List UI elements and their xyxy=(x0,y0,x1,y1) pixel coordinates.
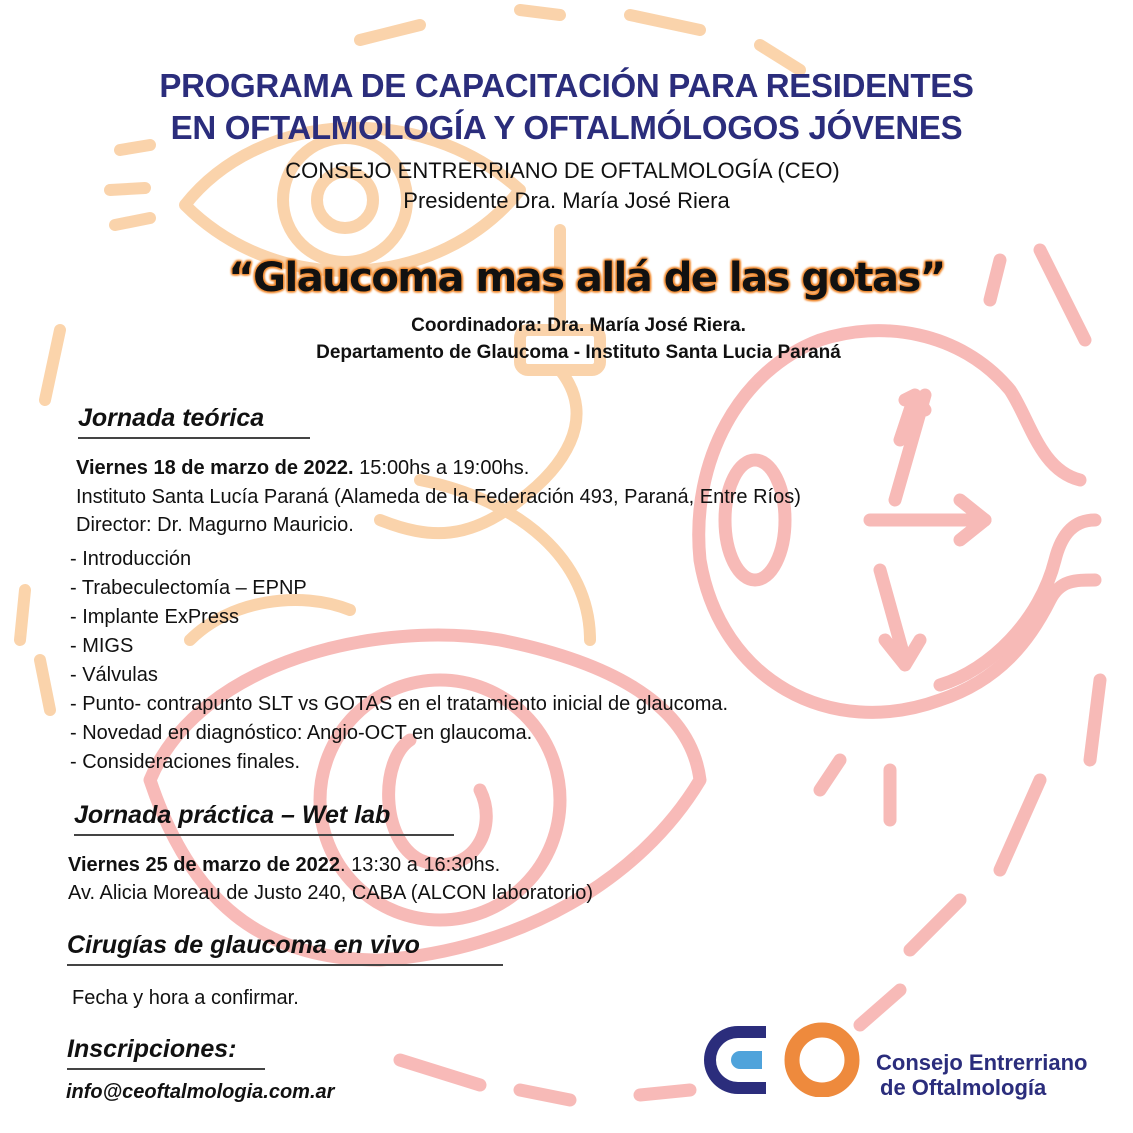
theory-date: Viernes 18 de marzo de 2022. xyxy=(76,457,354,479)
list-item: - Consideraciones finales. xyxy=(70,751,301,773)
department: Departamento de Glaucoma - Instituto Santa Lucia Paraná xyxy=(316,342,841,363)
live-surgery-note: Fecha y hora a confirmar. xyxy=(72,987,299,1009)
theory-topics-list xyxy=(70,545,728,777)
ceo-logo-mark-icon xyxy=(700,1022,865,1097)
list-item: - Válvulas xyxy=(70,664,158,686)
practice-time: . 13:30 a 16:30hs. xyxy=(340,854,501,876)
section-heading-registration: Inscripciones: xyxy=(67,1033,265,1070)
practice-venue: Av. Alicia Moreau de Justo 240, CABA (ALCON laboratorio) xyxy=(68,882,594,904)
list-item: - Introducción xyxy=(70,548,192,570)
page-title-line-2: EN OFTALMOLOGÍA Y OFTALMÓLOGOS JÓVENES xyxy=(170,109,963,146)
section-heading-theory: Jornada teórica xyxy=(78,402,310,439)
section-heading-practice: Jornada práctica – Wet lab xyxy=(74,799,454,836)
coordinator: Coordinadora: Dra. María José Riera. xyxy=(411,315,746,336)
list-item: - MIGS xyxy=(70,635,134,657)
theory-date-line xyxy=(76,455,529,481)
logo-text-line-2: de Oftalmología xyxy=(880,1075,1047,1100)
president-name: Presidente Dra. María José Riera xyxy=(403,188,730,213)
organization-name: CONSEJO ENTRERRIANO DE OFTALMOLOGÍA (CEO) xyxy=(285,158,840,183)
ceo-logo xyxy=(700,1022,865,1097)
theory-time: 15:00hs a 19:00hs. xyxy=(353,457,530,479)
logo-text-line-1: Consejo Entrerriano xyxy=(876,1050,1088,1075)
list-item: - Punto- contrapunto SLT vs GOTAS en el tratamiento inicial de glaucoma. xyxy=(70,693,729,715)
registration-email-link[interactable]: info@ceoftalmologia.com.ar xyxy=(66,1081,335,1103)
practice-date: Viernes 25 de marzo de 2022 xyxy=(68,854,341,876)
page-title-line-1: PROGRAMA DE CAPACITACIÓN PARA RESIDENTES xyxy=(159,67,974,104)
eyeball-icon-right xyxy=(699,250,1100,1025)
list-item: - Implante ExPress xyxy=(70,606,239,628)
section-heading-live-surgery: Cirugías de glaucoma en vivo xyxy=(67,929,503,966)
event-title: “Glaucoma mas allá de las gotas” xyxy=(228,255,945,301)
theory-director: Director: Dr. Magurno Mauricio. xyxy=(76,514,354,536)
list-item: - Novedad en diagnóstico: Angio-OCT en glaucoma. xyxy=(70,722,533,744)
theory-venue: Instituto Santa Lucía Paraná (Alameda de la Federación 493, Paraná, Entre Ríos) xyxy=(76,486,801,508)
practice-date-line xyxy=(68,852,500,878)
list-item: - Trabeculectomía – EPNP xyxy=(70,577,307,599)
